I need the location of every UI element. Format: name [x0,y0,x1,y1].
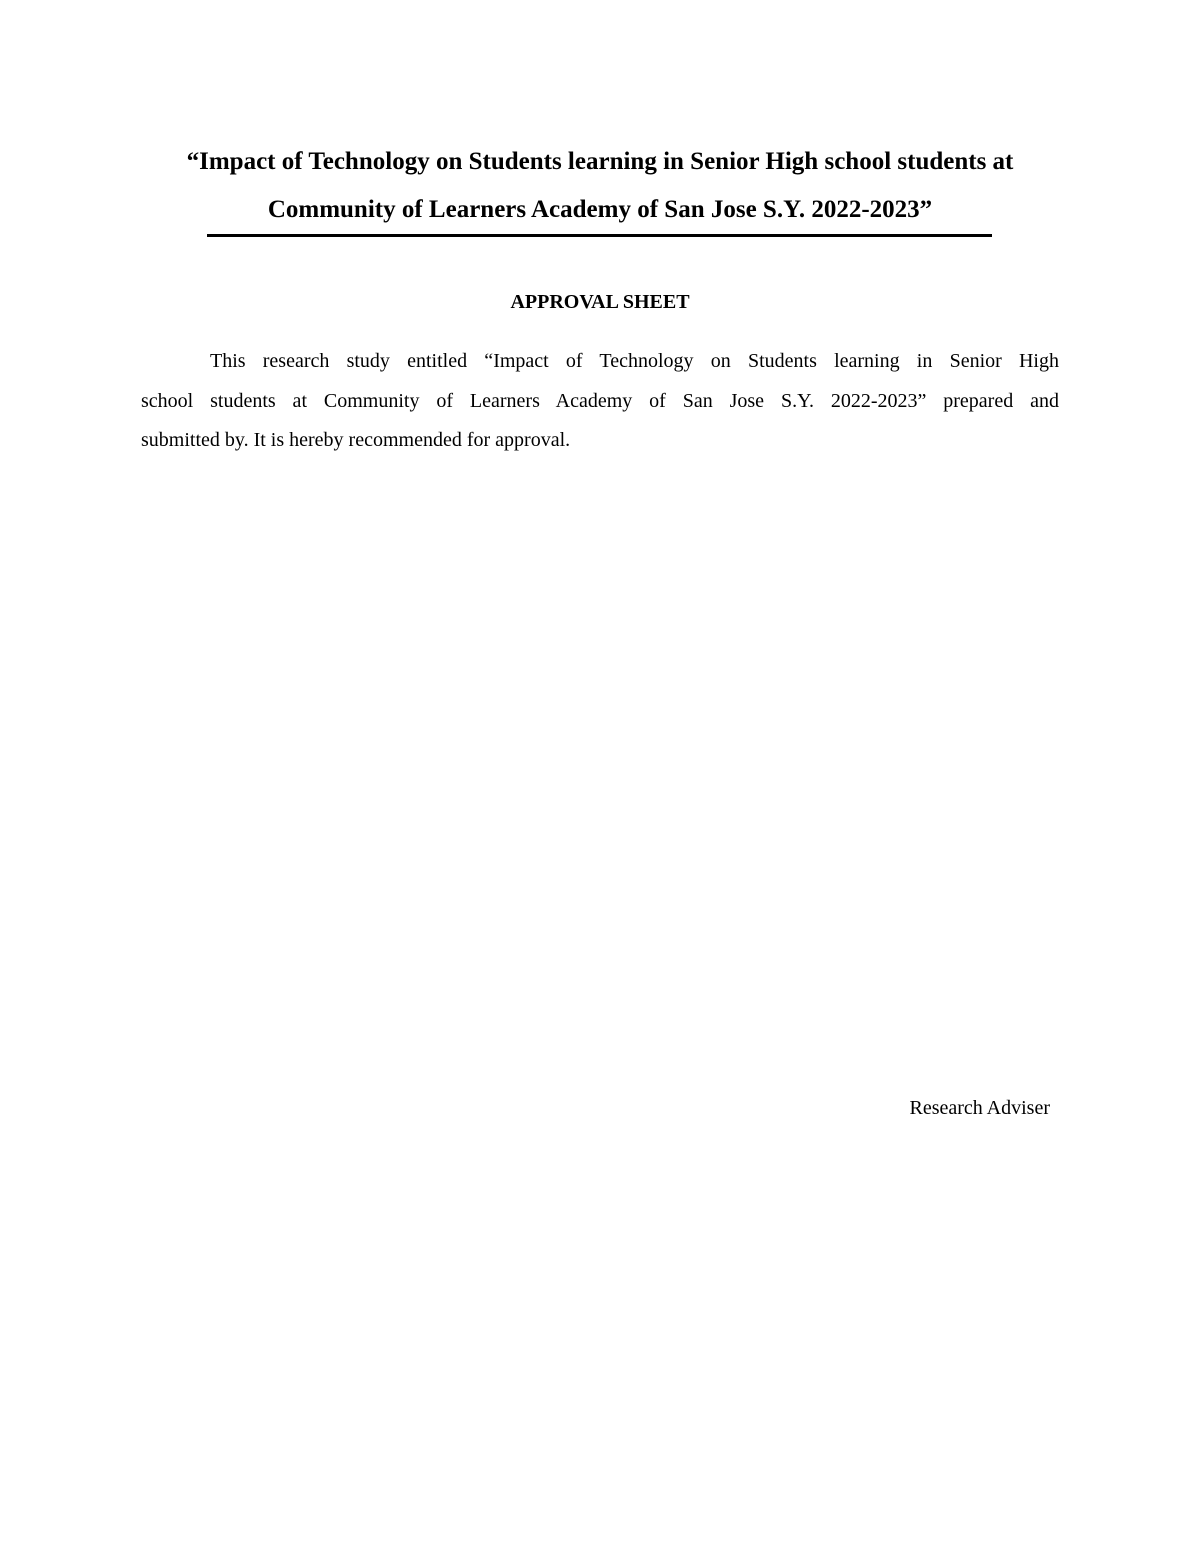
approval-sheet-heading: APPROVAL SHEET [510,291,690,313]
paragraph-line-3: submitted by. It is hereby recommended for approval. [141,429,571,451]
document-title [120,138,1080,234]
approval-paragraph [141,342,1059,461]
research-adviser-label: Research Adviser [909,1097,1050,1119]
paragraph-line-1: This research study entitled “Impact of Technology on Students learning in Senior High [210,350,1059,372]
paragraph-line-2: school students at Community of Learners Academy of San Jose S.Y. 2022-2023” prepared and [141,389,1059,412]
title-line-1: “Impact of Technology on Students learning in Senior High school students at [186,148,1014,175]
title-underline [207,234,992,237]
title-line-2: Community of Learners Academy of San Jose S.Y. 2022-2023” [267,196,933,223]
